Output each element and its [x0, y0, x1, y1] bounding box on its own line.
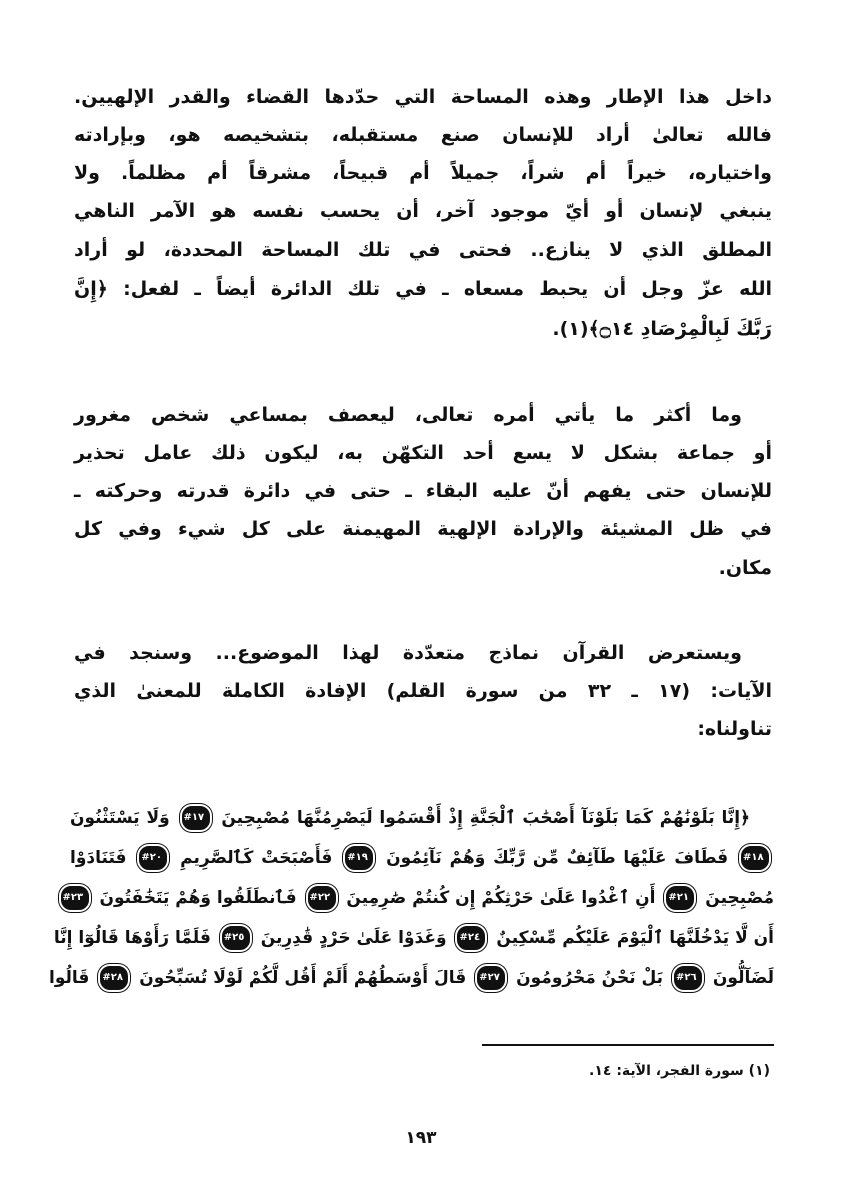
paragraph2-line: وما أكثر ما يأتي أمره تعالى، ليعصف بمساعي شخص مغرور	[74, 404, 742, 426]
quran-line	[70, 844, 774, 872]
paragraph1-line: رَبَّكَ لَبِالْمِرْصَادِ ۝١٤﴾(١).	[552, 318, 772, 340]
paragraph3-line: تناولناه:	[697, 718, 772, 740]
verse-text: فَطَافَ عَلَيْهَا طَآئِفٌ مِّن رَّبِّكَ وَهُمْ نَآئِمُونَ	[386, 848, 729, 868]
verse-number-marker: #٢٢	[306, 884, 338, 912]
paragraph1-line: المطلق الذي لا ينازع.. فحتى في تلك المساحة المحددة، لو أراد	[74, 239, 772, 261]
verse-text: فَٱنطَلَقُوا وَهُمْ يَتَخَٰفَتُونَ	[99, 888, 297, 908]
verse-number-marker: #١٧	[180, 804, 212, 832]
paragraph3-line: الآيات: (١٧ ـ ٣٢ من سورة القلم) الإفادة الكاملة للمعنىٰ الذي	[74, 680, 772, 702]
paragraph2-line: للإنسان حتى يفهم أنّ عليه البقاء ـ حتى في دائرة قدرته وحركته ـ	[74, 480, 772, 502]
verse-number-marker: #٢٠	[137, 844, 169, 872]
verse-number-marker: #٢١	[664, 884, 696, 912]
verse-text: أَنِ ٱغْدُوا عَلَىٰ حَرْثِكُمْ إِن كُنتُمْ صَٰرِمِينَ	[346, 888, 656, 908]
verse-text: قَالُوا	[49, 968, 90, 988]
paragraph2-line: في ظل المشيئة والإرادة الإلهية المهيمنة على كل شيء وفي كل	[74, 518, 772, 540]
verse-text: قَالَ أَوْسَطُهُمْ أَلَمْ أَقُل لَّكُمْ لَوْلَا تُسَبِّحُونَ	[139, 968, 467, 988]
verse-text: فَأَصْبَحَتْ كَٱلصَّرِيمِ	[180, 848, 333, 868]
verse-number-marker: #٢٧	[475, 964, 507, 992]
quran-line	[62, 884, 774, 912]
verse-text: وَلَا يَسْتَثْنُونَ	[70, 808, 170, 828]
verse-text: ﴿إِنَّا بَلَوْنَٰهُمْ كَمَا بَلَوْنَآ أَصْحَٰبَ ٱلْجَنَّةِ إِذْ أَقْسَمُوا لَيَصْرِمُنَّهَا مُصْبِحِينَ	[221, 808, 750, 828]
paragraph1-line: داخل هذا الإطار وهذه المساحة التي حدّدها القضاء والقدر الإلهيين.	[74, 86, 772, 108]
paragraph1-line: واختياره، خيراً أم شراً، جميلاً أم قبيحاً، مشرقاً أم مظلماً. ولا	[74, 162, 772, 184]
page-number: ١٩٣	[405, 1128, 437, 1148]
footnote: (١) سورة الفجر، الآية: ١٤.	[589, 1063, 770, 1079]
verse-text: مُصْبِحِينَ	[705, 888, 774, 908]
paragraph3-line: ويستعرض القرآن نماذج متعدّدة لهذا الموضوع... وسنجد في	[74, 642, 742, 664]
verse-number-marker: #١٨	[739, 844, 771, 872]
quran-line	[53, 924, 774, 952]
verse-text: فَلَمَّا رَأَوْهَا قَالُوٓا إِنَّا	[53, 928, 211, 948]
paragraph1-line: ينبغي لإنسان أو أيّ موجود آخر، أن يحسب نفسه هو الآمر الناهي	[74, 200, 772, 222]
paragraph2-line: أو جماعة بشكل لا يسع أحد التكهّن به، ليكون ذلك عامل تحذير	[74, 442, 772, 464]
verse-text: أَن لَّا يَدْخُلَنَّهَا ٱلْيَوْمَ عَلَيْكُم مِّسْكِينٌ	[496, 928, 774, 948]
paragraph2-line: مكان.	[718, 557, 772, 579]
paragraph1-line: الله عزّ وجل أن يحبط مسعاه ـ في تلك الدائرة أيضاً ـ لفعل: ﴿إِنَّ	[74, 278, 772, 300]
quran-line	[70, 804, 750, 832]
paragraph1-line: فالله تعالىٰ أراد للإنسان صنع مستقبله، بتشخيصه هو، وبإرادته	[74, 124, 772, 146]
verse-number-marker: #٢٣	[59, 884, 91, 912]
verse-text: فَتَنَادَوْا	[70, 848, 127, 868]
verse-number-marker: #٢٦	[672, 964, 704, 992]
quran-line	[49, 964, 774, 992]
verse-number-marker: #٢٤	[455, 924, 487, 952]
verse-text: بَلْ نَحْنُ مَحْرُومُونَ	[516, 968, 664, 988]
footnote-divider	[482, 1044, 774, 1046]
verse-number-marker: #٢٥	[220, 924, 252, 952]
verse-text: لَضَآلُّونَ	[712, 968, 774, 988]
verse-text: وَغَدَوْا عَلَىٰ حَرْدٍ قَٰدِرِينَ	[260, 928, 447, 948]
verse-number-marker: #٢٨	[98, 964, 130, 992]
verse-number-marker: #١٩	[343, 844, 375, 872]
